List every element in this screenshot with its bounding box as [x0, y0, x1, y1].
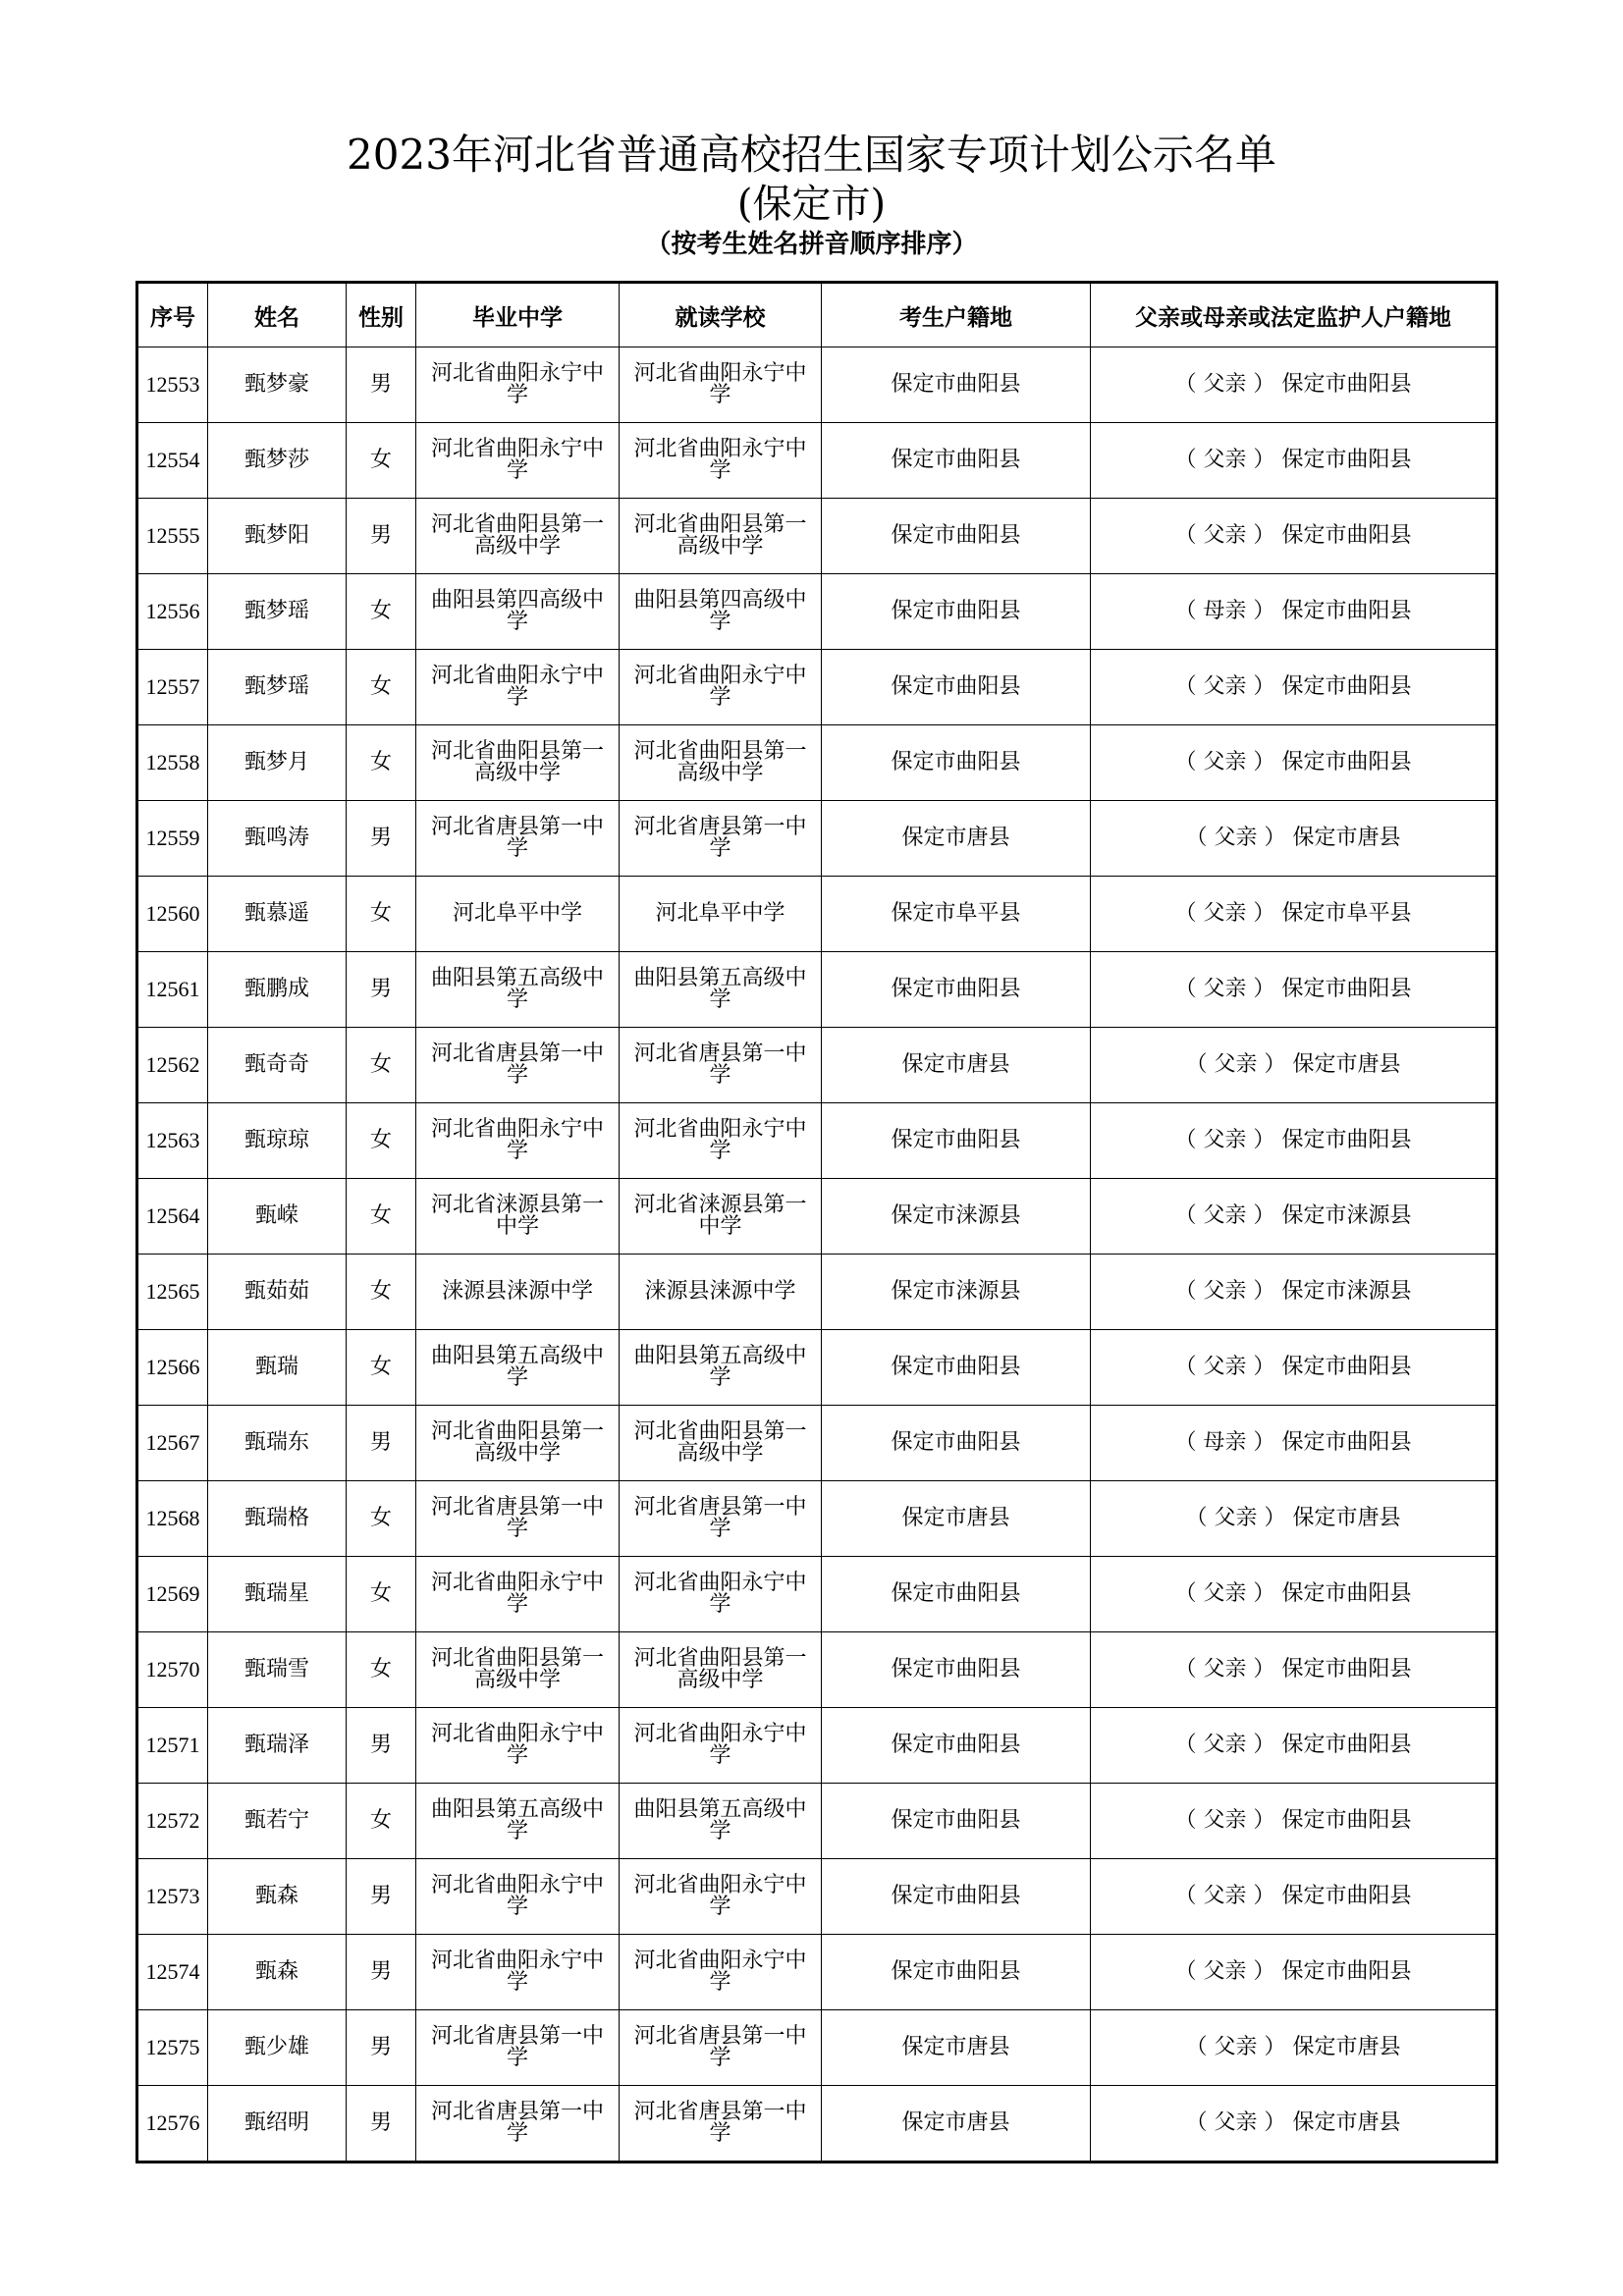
- cell-name: 甄嵘: [208, 1179, 347, 1255]
- cell-gender: 女: [347, 1255, 416, 1330]
- cell-name: 甄鹏成: [208, 952, 347, 1028]
- table-row: [137, 423, 1497, 499]
- roster-table: [135, 281, 1498, 2163]
- cell-grad-school: 河北省唐县第一中学: [416, 801, 620, 877]
- cell-school: 曲阳县第五高级中学: [620, 1330, 822, 1406]
- page-subtitle: (保定市): [736, 182, 887, 227]
- cell-gender: 女: [347, 650, 416, 725]
- cell-name: 甄绍明: [208, 2086, 347, 2163]
- cell-guardian: （ 父亲 ） 保定市曲阳县: [1091, 1708, 1497, 1784]
- cell-grad-school: 曲阳县第五高级中学: [416, 952, 620, 1028]
- cell-guardian: （ 父亲 ） 保定市唐县: [1091, 2010, 1497, 2086]
- cell-guardian: （ 父亲 ） 保定市曲阳县: [1091, 1557, 1497, 1632]
- cell-name: 甄瑞格: [208, 1481, 347, 1557]
- cell-hukou: 保定市曲阳县: [822, 1708, 1091, 1784]
- cell-id: 12566: [137, 1330, 208, 1406]
- cell-id: 12553: [137, 347, 208, 423]
- cell-grad-school: 河北省曲阳县第一高级中学: [416, 499, 620, 574]
- cell-school: 河北省唐县第一中学: [620, 1481, 822, 1557]
- cell-hukou: 保定市曲阳县: [822, 1557, 1091, 1632]
- table-row: [137, 725, 1497, 801]
- cell-grad-school: 河北省唐县第一中学: [416, 2086, 620, 2163]
- cell-hukou: 保定市曲阳县: [822, 347, 1091, 423]
- cell-school: 河北省曲阳县第一高级中学: [620, 725, 822, 801]
- cell-grad-school: 河北省曲阳永宁中学: [416, 1935, 620, 2010]
- cell-hukou: 保定市曲阳县: [822, 1330, 1091, 1406]
- cell-school: 河北省曲阳县第一高级中学: [620, 499, 822, 574]
- cell-gender: 女: [347, 1179, 416, 1255]
- table-row: [137, 347, 1497, 423]
- cell-id: 12576: [137, 2086, 208, 2163]
- table-row: [137, 2010, 1497, 2086]
- cell-grad-school: 河北省涞源县第一中学: [416, 1179, 620, 1255]
- cell-gender: 女: [347, 574, 416, 650]
- table-row: [137, 801, 1497, 877]
- cell-id: 12558: [137, 725, 208, 801]
- table-row: [137, 1330, 1497, 1406]
- cell-school: 河北省曲阳县第一高级中学: [620, 1406, 822, 1481]
- cell-name: 甄鸣涛: [208, 801, 347, 877]
- cell-school: 河北省曲阳永宁中学: [620, 1557, 822, 1632]
- table-row: [137, 1028, 1497, 1103]
- table-row: [137, 1481, 1497, 1557]
- cell-name: 甄瑞星: [208, 1557, 347, 1632]
- cell-hukou: 保定市曲阳县: [822, 1406, 1091, 1481]
- cell-id: 12561: [137, 952, 208, 1028]
- cell-name: 甄森: [208, 1859, 347, 1935]
- cell-school: 河北省曲阳永宁中学: [620, 1859, 822, 1935]
- cell-name: 甄瑞东: [208, 1406, 347, 1481]
- cell-gender: 女: [347, 1103, 416, 1179]
- cell-name: 甄茹茹: [208, 1255, 347, 1330]
- cell-id: 12567: [137, 1406, 208, 1481]
- cell-school: 河北省曲阳永宁中学: [620, 1935, 822, 2010]
- cell-name: 甄瑞泽: [208, 1708, 347, 1784]
- header-id: 序号: [137, 283, 208, 347]
- cell-school: 河北省唐县第一中学: [620, 1028, 822, 1103]
- cell-school: 河北省曲阳县第一高级中学: [620, 1632, 822, 1708]
- cell-gender: 女: [347, 1028, 416, 1103]
- cell-gender: 男: [347, 1708, 416, 1784]
- cell-hukou: 保定市曲阳县: [822, 725, 1091, 801]
- table-row: [137, 499, 1497, 574]
- cell-name: 甄梦瑶: [208, 574, 347, 650]
- cell-grad-school: 曲阳县第五高级中学: [416, 1784, 620, 1859]
- cell-name: 甄森: [208, 1935, 347, 2010]
- cell-hukou: 保定市曲阳县: [822, 1935, 1091, 2010]
- cell-gender: 男: [347, 347, 416, 423]
- cell-school: 河北省曲阳永宁中学: [620, 1708, 822, 1784]
- table-row: [137, 1557, 1497, 1632]
- cell-guardian: （ 母亲 ） 保定市曲阳县: [1091, 574, 1497, 650]
- cell-guardian: （ 父亲 ） 保定市唐县: [1091, 2086, 1497, 2163]
- cell-guardian: （ 父亲 ） 保定市曲阳县: [1091, 1935, 1497, 2010]
- cell-id: 12562: [137, 1028, 208, 1103]
- cell-name: 甄梦阳: [208, 499, 347, 574]
- cell-hukou: 保定市唐县: [822, 801, 1091, 877]
- cell-guardian: （ 父亲 ） 保定市涞源县: [1091, 1179, 1497, 1255]
- cell-guardian: （ 父亲 ） 保定市曲阳县: [1091, 1330, 1497, 1406]
- cell-guardian: （ 父亲 ） 保定市阜平县: [1091, 877, 1497, 952]
- cell-gender: 女: [347, 1557, 416, 1632]
- cell-id: 12559: [137, 801, 208, 877]
- cell-grad-school: 河北阜平中学: [416, 877, 620, 952]
- cell-hukou: 保定市曲阳县: [822, 574, 1091, 650]
- cell-gender: 男: [347, 1406, 416, 1481]
- cell-gender: 男: [347, 952, 416, 1028]
- cell-school: 涞源县涞源中学: [620, 1255, 822, 1330]
- table-row: [137, 1935, 1497, 2010]
- cell-guardian: （ 父亲 ） 保定市曲阳县: [1091, 725, 1497, 801]
- cell-hukou: 保定市曲阳县: [822, 1859, 1091, 1935]
- cell-grad-school: 河北省曲阳永宁中学: [416, 1557, 620, 1632]
- cell-gender: 女: [347, 1481, 416, 1557]
- cell-gender: 女: [347, 725, 416, 801]
- cell-gender: 男: [347, 2086, 416, 2163]
- cell-school: 河北省涞源县第一中学: [620, 1179, 822, 1255]
- table-row: [137, 952, 1497, 1028]
- cell-hukou: 保定市曲阳县: [822, 1103, 1091, 1179]
- cell-guardian: （ 父亲 ） 保定市曲阳县: [1091, 1103, 1497, 1179]
- cell-id: 12570: [137, 1632, 208, 1708]
- cell-gender: 女: [347, 423, 416, 499]
- table-row: [137, 1406, 1497, 1481]
- cell-hukou: 保定市曲阳县: [822, 1632, 1091, 1708]
- cell-hukou: 保定市曲阳县: [822, 650, 1091, 725]
- cell-hukou: 保定市唐县: [822, 1481, 1091, 1557]
- cell-guardian: （ 父亲 ） 保定市曲阳县: [1091, 650, 1497, 725]
- cell-school: 曲阳县第五高级中学: [620, 952, 822, 1028]
- cell-grad-school: 河北省唐县第一中学: [416, 2010, 620, 2086]
- cell-grad-school: 河北省曲阳永宁中学: [416, 1708, 620, 1784]
- cell-id: 12573: [137, 1859, 208, 1935]
- cell-name: 甄若宁: [208, 1784, 347, 1859]
- cell-school: 河北省唐县第一中学: [620, 2010, 822, 2086]
- cell-name: 甄慕遥: [208, 877, 347, 952]
- cell-gender: 男: [347, 2010, 416, 2086]
- cell-gender: 男: [347, 1935, 416, 2010]
- cell-grad-school: 河北省曲阳永宁中学: [416, 423, 620, 499]
- cell-school: 河北省唐县第一中学: [620, 2086, 822, 2163]
- cell-hukou: 保定市涞源县: [822, 1179, 1091, 1255]
- cell-guardian: （ 父亲 ） 保定市曲阳县: [1091, 1784, 1497, 1859]
- table-row: [137, 1632, 1497, 1708]
- cell-gender: 女: [347, 1632, 416, 1708]
- cell-gender: 男: [347, 499, 416, 574]
- cell-name: 甄琼琼: [208, 1103, 347, 1179]
- cell-hukou: 保定市唐县: [822, 2010, 1091, 2086]
- table-row: [137, 1708, 1497, 1784]
- cell-hukou: 保定市曲阳县: [822, 499, 1091, 574]
- cell-hukou: 保定市曲阳县: [822, 1784, 1091, 1859]
- cell-guardian: （ 父亲 ） 保定市唐县: [1091, 801, 1497, 877]
- sort-note: （按考生姓名拼音顺序排序）: [645, 230, 978, 259]
- cell-id: 12564: [137, 1179, 208, 1255]
- cell-gender: 女: [347, 877, 416, 952]
- cell-guardian: （ 父亲 ） 保定市曲阳县: [1091, 1632, 1497, 1708]
- cell-id: 12554: [137, 423, 208, 499]
- cell-guardian: （ 父亲 ） 保定市唐县: [1091, 1481, 1497, 1557]
- table-row: [137, 574, 1497, 650]
- cell-name: 甄少雄: [208, 2010, 347, 2086]
- cell-hukou: 保定市曲阳县: [822, 952, 1091, 1028]
- cell-grad-school: 河北省曲阳永宁中学: [416, 347, 620, 423]
- cell-school: 河北省曲阳永宁中学: [620, 423, 822, 499]
- cell-school: 曲阳县第四高级中学: [620, 574, 822, 650]
- cell-id: 12556: [137, 574, 208, 650]
- cell-school: 河北省曲阳永宁中学: [620, 1103, 822, 1179]
- cell-guardian: （ 父亲 ） 保定市曲阳县: [1091, 1859, 1497, 1935]
- cell-id: 12555: [137, 499, 208, 574]
- cell-grad-school: 河北省唐县第一中学: [416, 1481, 620, 1557]
- table-row: [137, 1103, 1497, 1179]
- cell-school: 河北省唐县第一中学: [620, 801, 822, 877]
- cell-grad-school: 河北省曲阳县第一高级中学: [416, 1632, 620, 1708]
- cell-grad-school: 河北省唐县第一中学: [416, 1028, 620, 1103]
- cell-guardian: （ 父亲 ） 保定市曲阳县: [1091, 952, 1497, 1028]
- cell-school: 河北阜平中学: [620, 877, 822, 952]
- cell-grad-school: 曲阳县第四高级中学: [416, 574, 620, 650]
- cell-guardian: （ 父亲 ） 保定市曲阳县: [1091, 499, 1497, 574]
- table-row: [137, 2086, 1497, 2163]
- header-grad-school: 毕业中学: [416, 283, 620, 347]
- cell-gender: 男: [347, 801, 416, 877]
- table-row: [137, 1784, 1497, 1859]
- table-row: [137, 650, 1497, 725]
- cell-hukou: 保定市唐县: [822, 1028, 1091, 1103]
- header-guardian: 父亲或母亲或法定监护人户籍地: [1091, 283, 1497, 347]
- cell-grad-school: 河北省曲阳永宁中学: [416, 1103, 620, 1179]
- cell-id: 12565: [137, 1255, 208, 1330]
- table-row: [137, 1255, 1497, 1330]
- cell-name: 甄梦豪: [208, 347, 347, 423]
- header-gender: 性别: [347, 283, 416, 347]
- cell-guardian: （ 父亲 ） 保定市曲阳县: [1091, 423, 1497, 499]
- cell-guardian: （ 父亲 ） 保定市涞源县: [1091, 1255, 1497, 1330]
- cell-guardian: （ 母亲 ） 保定市曲阳县: [1091, 1406, 1497, 1481]
- cell-id: 12568: [137, 1481, 208, 1557]
- cell-gender: 女: [347, 1784, 416, 1859]
- cell-school: 河北省曲阳永宁中学: [620, 347, 822, 423]
- cell-hukou: 保定市唐县: [822, 2086, 1091, 2163]
- cell-school: 河北省曲阳永宁中学: [620, 650, 822, 725]
- cell-name: 甄梦莎: [208, 423, 347, 499]
- cell-id: 12560: [137, 877, 208, 952]
- cell-id: 12557: [137, 650, 208, 725]
- table-row: [137, 1179, 1497, 1255]
- cell-id: 12574: [137, 1935, 208, 2010]
- cell-grad-school: 河北省曲阳永宁中学: [416, 1859, 620, 1935]
- cell-grad-school: 河北省曲阳县第一高级中学: [416, 725, 620, 801]
- cell-guardian: （ 父亲 ） 保定市曲阳县: [1091, 347, 1497, 423]
- cell-school: 曲阳县第五高级中学: [620, 1784, 822, 1859]
- cell-gender: 女: [347, 1330, 416, 1406]
- table-row: [137, 877, 1497, 952]
- cell-id: 12569: [137, 1557, 208, 1632]
- cell-grad-school: 河北省曲阳县第一高级中学: [416, 1406, 620, 1481]
- cell-id: 12572: [137, 1784, 208, 1859]
- header-hukou: 考生户籍地: [822, 283, 1091, 347]
- page-title: 2023年河北省普通高校招生国家专项计划公示名单: [347, 131, 1276, 179]
- cell-id: 12571: [137, 1708, 208, 1784]
- cell-hukou: 保定市曲阳县: [822, 423, 1091, 499]
- cell-name: 甄瑞雪: [208, 1632, 347, 1708]
- cell-hukou: 保定市涞源县: [822, 1255, 1091, 1330]
- header-name: 姓名: [208, 283, 347, 347]
- cell-name: 甄梦月: [208, 725, 347, 801]
- header-row: [137, 283, 1497, 347]
- cell-hukou: 保定市阜平县: [822, 877, 1091, 952]
- cell-grad-school: 河北省曲阳永宁中学: [416, 650, 620, 725]
- cell-name: 甄梦瑶: [208, 650, 347, 725]
- cell-gender: 男: [347, 1859, 416, 1935]
- cell-guardian: （ 父亲 ） 保定市唐县: [1091, 1028, 1497, 1103]
- cell-id: 12575: [137, 2010, 208, 2086]
- cell-name: 甄瑞: [208, 1330, 347, 1406]
- table-row: [137, 1859, 1497, 1935]
- cell-id: 12563: [137, 1103, 208, 1179]
- cell-name: 甄奇奇: [208, 1028, 347, 1103]
- header-school: 就读学校: [620, 283, 822, 347]
- cell-grad-school: 曲阳县第五高级中学: [416, 1330, 620, 1406]
- cell-grad-school: 涞源县涞源中学: [416, 1255, 620, 1330]
